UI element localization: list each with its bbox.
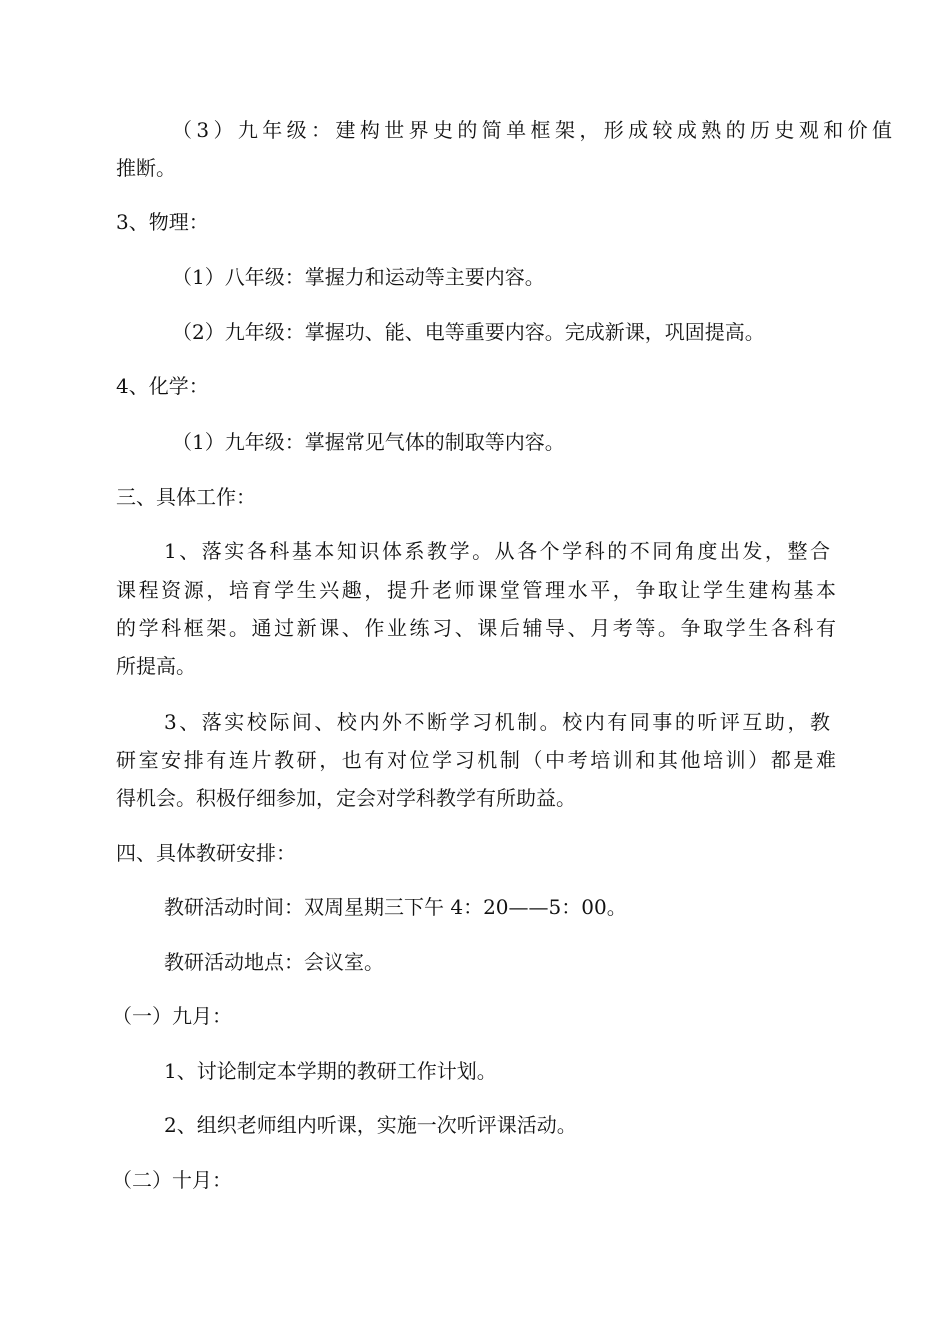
chemistry-heading: 4、化学：	[116, 374, 209, 398]
section4-heading: 四、具体教研安排：	[116, 841, 296, 865]
september-item-2: 2、组织老师组内听课，实施一次听评课活动。	[164, 1113, 577, 1137]
september-item-1: 1、讨论制定本学期的教研工作计划。	[164, 1059, 497, 1083]
history-grade9-line1: （3）九年级：建构世界史的简单框架，形成较成熟的历史观和价值	[172, 118, 892, 142]
september-heading: （一）九月：	[112, 1004, 232, 1028]
physics-grade9: （2）九年级：掌握功、能、电等重要内容。完成新课，巩固提高。	[172, 320, 765, 344]
physics-heading: 3、物理：	[116, 210, 209, 234]
physics-grade8: （1）八年级：掌握力和运动等主要内容。	[172, 265, 545, 289]
history-grade9-line2: 推断。	[116, 156, 176, 180]
research-place: 教研活动地点：会议室。	[164, 950, 384, 974]
section3-para1-line3: 的学科框架。通过新课、作业练习、课后辅导、月考等。争取学生各科有	[116, 616, 836, 640]
section3-heading: 三、具体工作：	[116, 485, 256, 509]
section3-para2-line1: 3、落实校际间、校内外不断学习机制。校内有同事的听评互助，教	[164, 710, 830, 734]
section3-para2-line3: 得机会。积极仔细参加，定会对学科教学有所助益。	[116, 786, 576, 810]
section3-para1-line4: 所提高。	[116, 654, 196, 678]
research-time: 教研活动时间：双周星期三下午 4：20——5：00。	[164, 895, 627, 919]
october-heading: （二）十月：	[112, 1168, 232, 1192]
section3-para2-line2: 研室安排有连片教研，也有对位学习机制（中考培训和其他培训）都是难	[116, 748, 836, 772]
section3-para1-line1: 1、落实各科基本知识体系教学。从各个学科的不同角度出发，整合	[164, 539, 830, 563]
chemistry-grade9: （1）九年级：掌握常见气体的制取等内容。	[172, 430, 565, 454]
section3-para1-line2: 课程资源，培育学生兴趣，提升老师课堂管理水平，争取让学生建构基本	[116, 578, 836, 602]
